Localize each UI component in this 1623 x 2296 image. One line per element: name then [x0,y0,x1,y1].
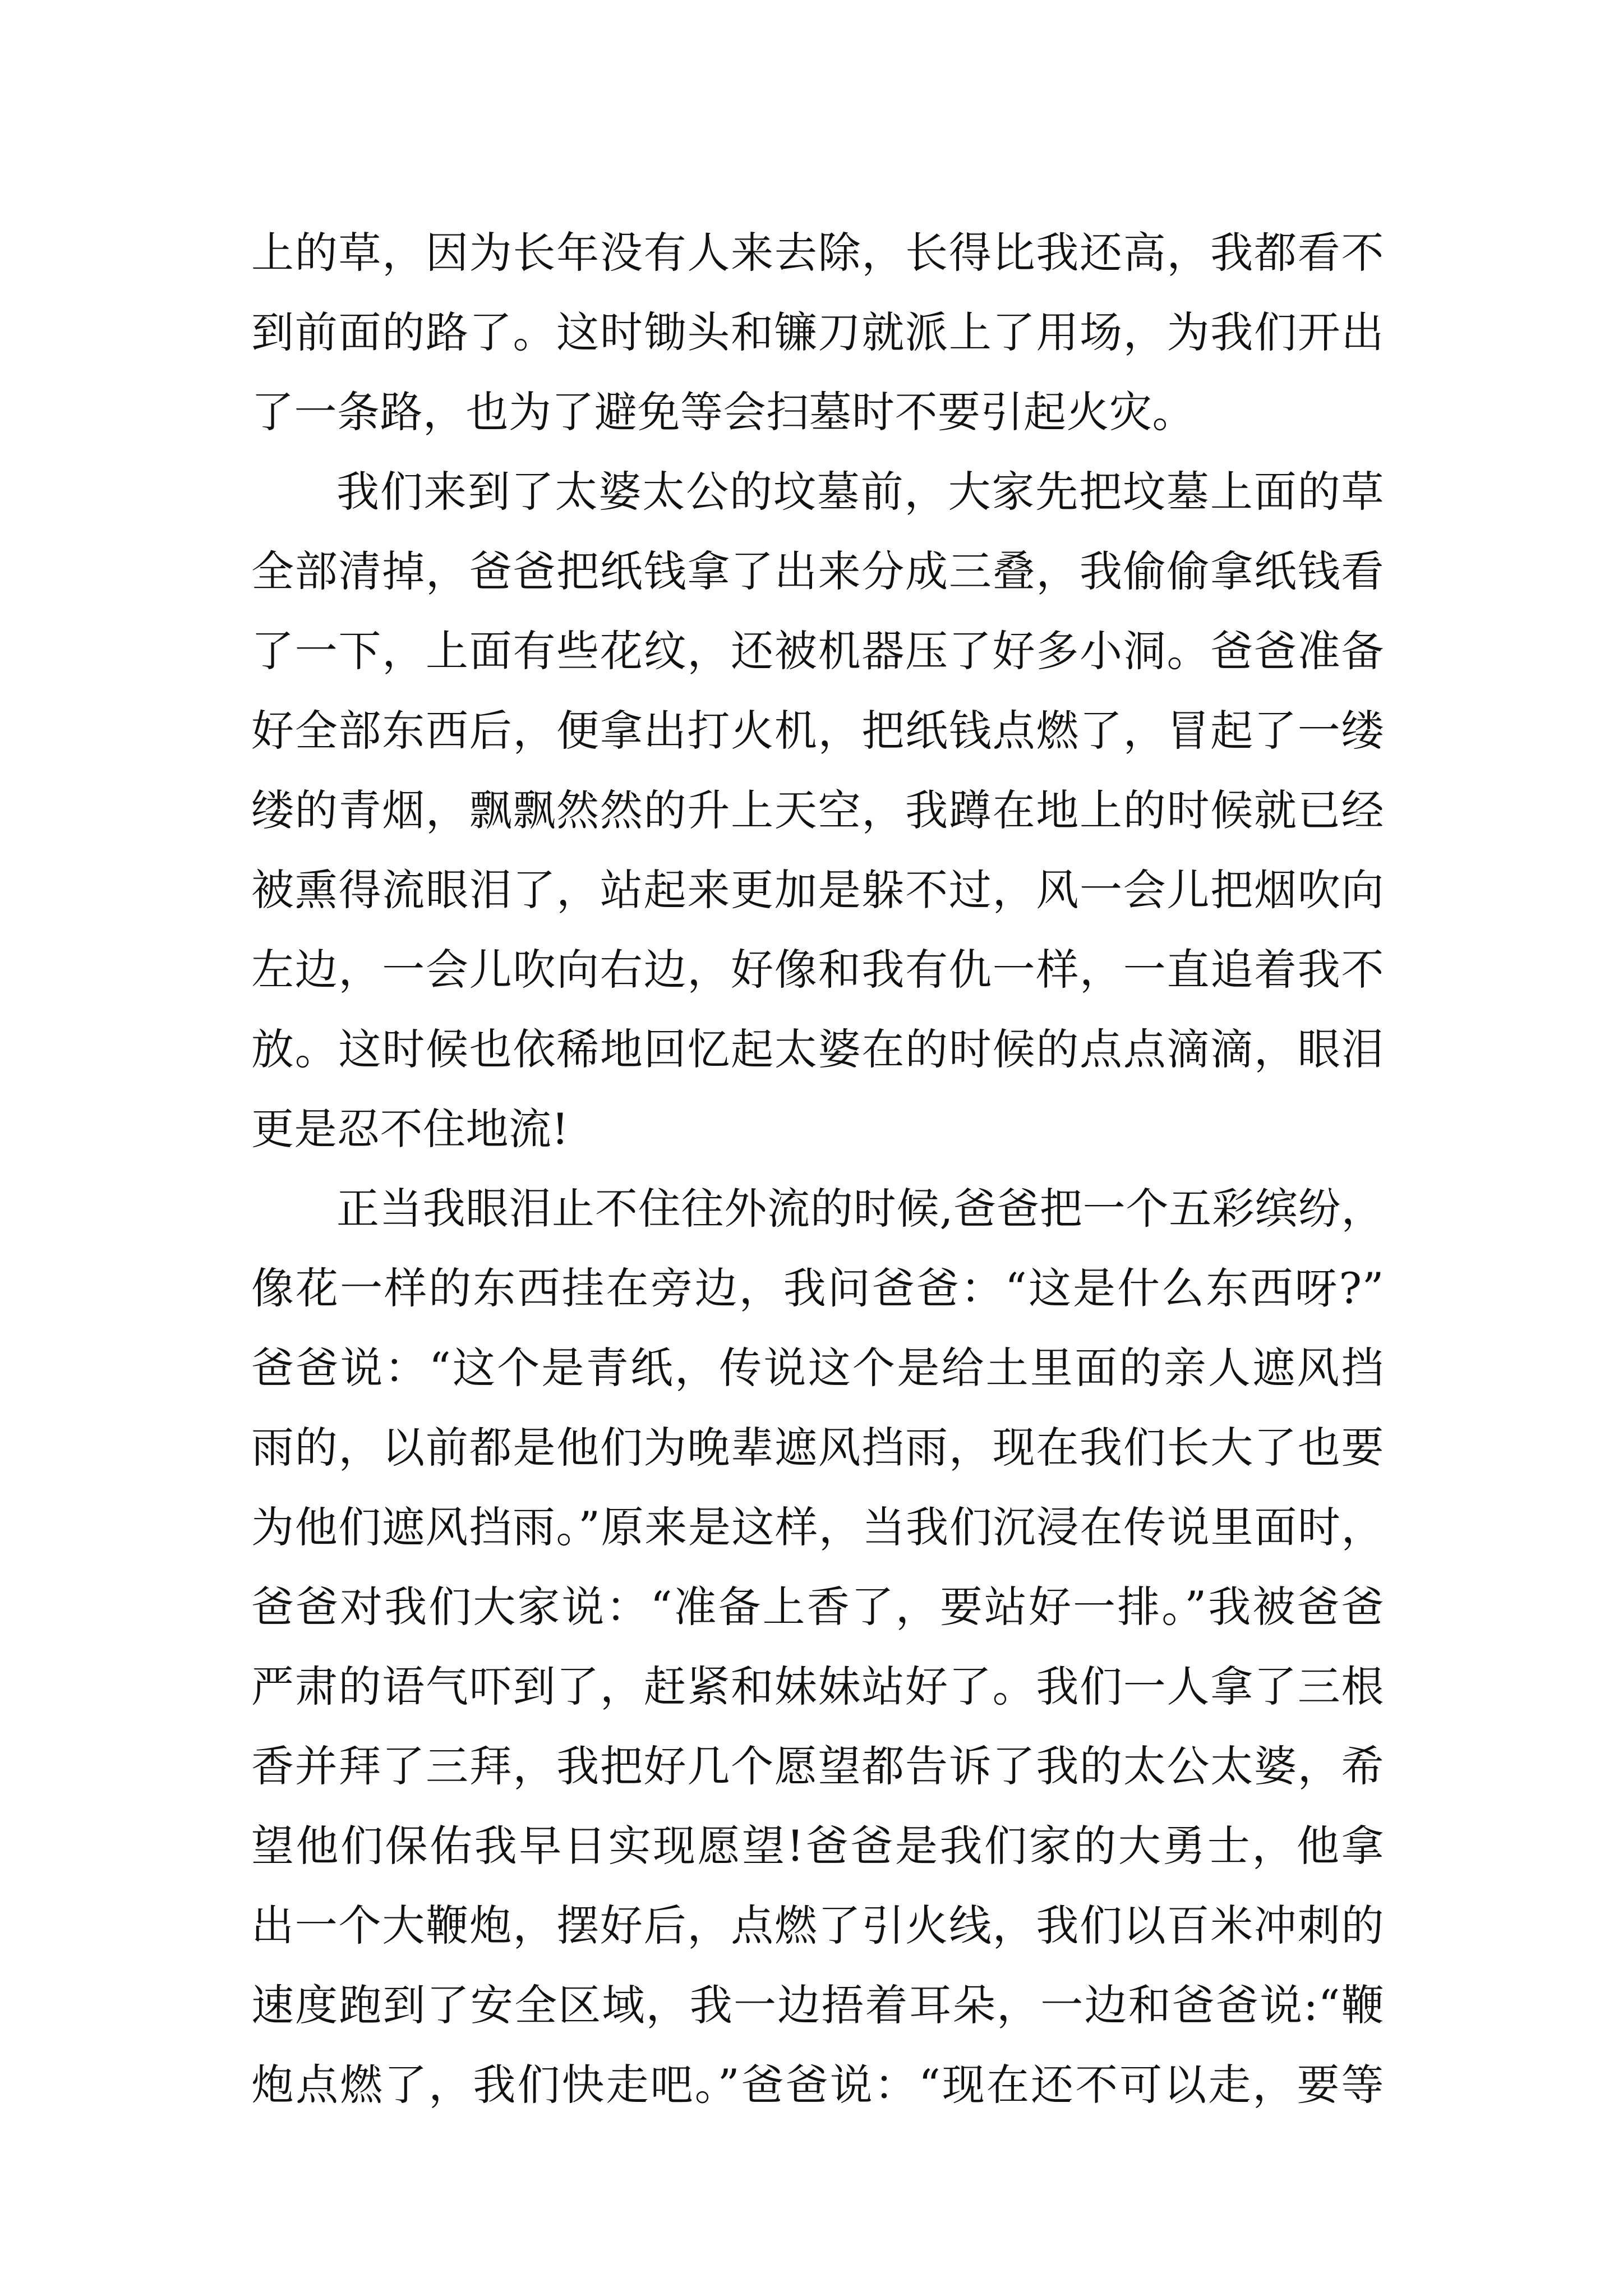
text-line: 炮点燃了，我们快走吧。”爸爸说：“现在还不可以走，要等 [251,2060,1384,2110]
text-line: 爸爸说：“这个是青纸，传说这个是给土里面的亲人遮风挡 [251,1343,1384,1393]
text-line: 缕的青烟，飘飘然然的升上天空，我蹲在地上的时候就已经 [251,785,1384,835]
text-line: 望他们保佑我早日实现愿望!爸爸是我们家的大勇士，他拿 [251,1821,1384,1871]
text-line: 到前面的路了。这时锄头和镰刀就派上了用场，为我们开出 [251,307,1384,357]
text-line: 出一个大鞭炮，摆好后，点燃了引火线，我们以百米冲刺的 [251,1901,1384,1950]
text-line: 像花一样的东西挂在旁边，我问爸爸：“这是什么东西呀?” [251,1263,1384,1313]
essay-body [251,213,1384,2125]
text-line: 更是忍不住地流! [251,1104,569,1154]
paragraph-start-line: 我们来到了太婆太公的坟墓前，大家先把坟墓上面的草 [336,467,1384,517]
text-line: 被熏得流眼泪了，站起来更加是躲不过，风一会儿把烟吹向 [251,865,1384,915]
text-line: 好全部东西后，便拿出打火机，把纸钱点燃了，冒起了一缕 [251,706,1384,756]
text-line: 放。这时候也依稀地回忆起太婆在的时候的点点滴滴，眼泪 [251,1024,1384,1074]
text-line: 左边，一会儿吹向右边，好像和我有仇一样，一直追着我不 [251,945,1384,995]
text-line: 全部清掉，爸爸把纸钱拿了出来分成三叠，我偷偷拿纸钱看 [251,546,1384,596]
text-line: 爸爸对我们大家说：“准备上香了，要站好一排。”我被爸爸 [251,1582,1384,1632]
text-line: 严肃的语气吓到了，赶紧和妹妹站好了。我们一人拿了三根 [251,1662,1384,1711]
text-line: 了一下，上面有些花纹，还被机器压了好多小洞。爸爸准备 [251,626,1384,676]
text-line: 上的草，因为长年没有人来去除，长得比我还高，我都看不 [251,228,1384,278]
text-line: 香并拜了三拜，我把好几个愿望都告诉了我的太公太婆，希 [251,1741,1384,1791]
paragraph-start-line: 正当我眼泪止不住往外流的时候,爸爸把一个五彩缤纷， [336,1184,1384,1234]
text-line: 速度跑到了安全区域，我一边捂着耳朵，一边和爸爸说:“鞭 [251,1980,1384,2030]
text-line: 雨的，以前都是他们为晚辈遮风挡雨，现在我们长大了也要 [251,1423,1384,1473]
text-line: 为他们遮风挡雨。”原来是这样，当我们沉浸在传说里面时， [251,1502,1384,1552]
text-line: 了一条路，也为了避免等会扫墓时不要引起火灾。 [251,387,1195,437]
